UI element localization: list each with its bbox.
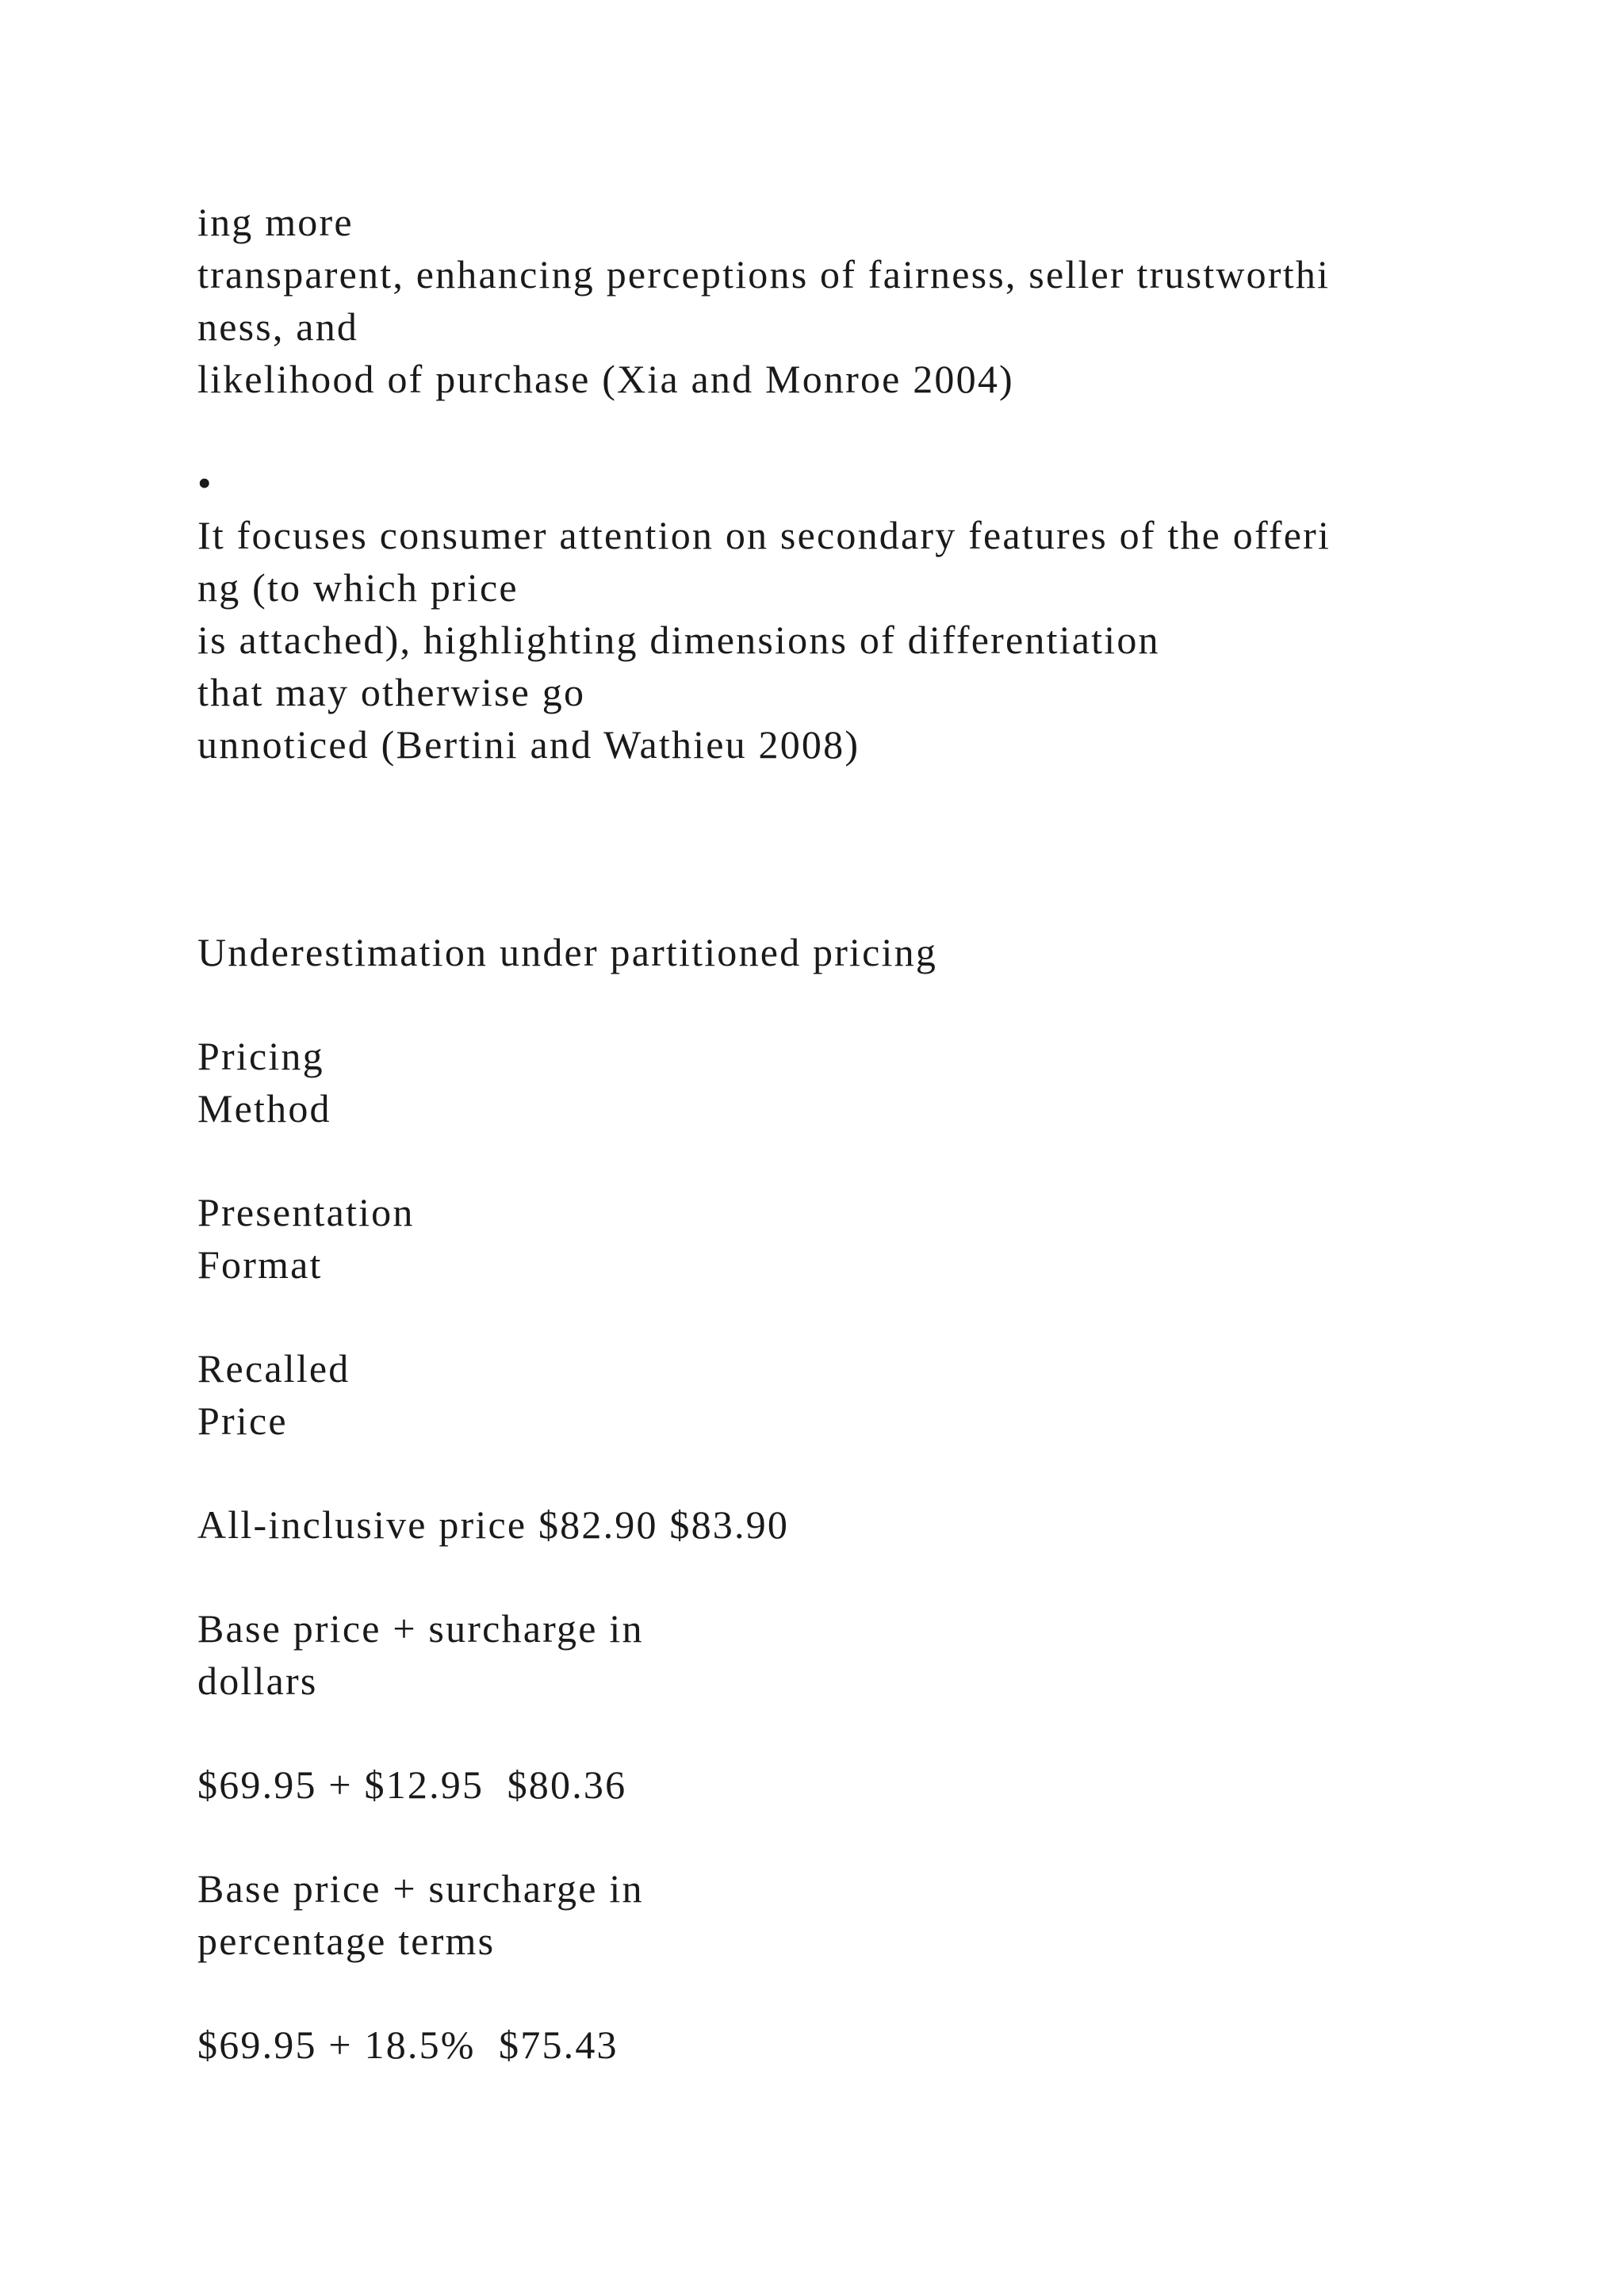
paragraph-2-line-2: ng (to which price (197, 565, 519, 610)
row-2-values: $69.95 + $12.95 $80.36 (197, 1762, 627, 1807)
header-presentation-line-2: Format (197, 1242, 323, 1287)
header-pricing-line-2: Method (197, 1086, 331, 1131)
header-recalled-line-1: Recalled (197, 1346, 350, 1391)
row-2-method-line-1: Base price + surcharge in (197, 1606, 644, 1651)
paragraph-1-line-4: likelihood of purchase (Xia and Monroe 2004) (197, 357, 1014, 401)
paragraph-2-line-3: is attached), highlighting dimensions of differentiation (197, 618, 1160, 662)
row-1-method: All-inclusive price $82.90 $83.90 (197, 1502, 790, 1547)
paragraph-1-line-2: transparent, enhancing perceptions of fairness, seller trustworthi (197, 252, 1331, 297)
paragraph-2-line-5: unnoticed (Bertini and Wathieu 2008) (197, 722, 860, 767)
header-pricing-line-1: Pricing (197, 1034, 324, 1078)
row-3-method-line-2: percentage terms (197, 1919, 496, 1963)
header-recalled-line-2: Price (197, 1399, 288, 1443)
section-title: Underestimation under partitioned pricing (197, 930, 938, 974)
row-3-values: $69.95 + 18.5% $75.43 (197, 2022, 619, 2067)
paragraph-1-line-3: ness, and (197, 304, 359, 349)
row-3-method-line-1: Base price + surcharge in (197, 1866, 644, 1911)
bullet-marker: • (197, 461, 213, 505)
header-presentation-line-1: Presentation (197, 1190, 415, 1234)
paragraph-2-line-4: that may otherwise go (197, 670, 586, 714)
paragraph-1-line-1: ing more (197, 200, 354, 244)
row-2-method-line-2: dollars (197, 1659, 318, 1703)
paragraph-2-line-1: It focuses consumer attention on secondary features of the offeri (197, 513, 1331, 557)
